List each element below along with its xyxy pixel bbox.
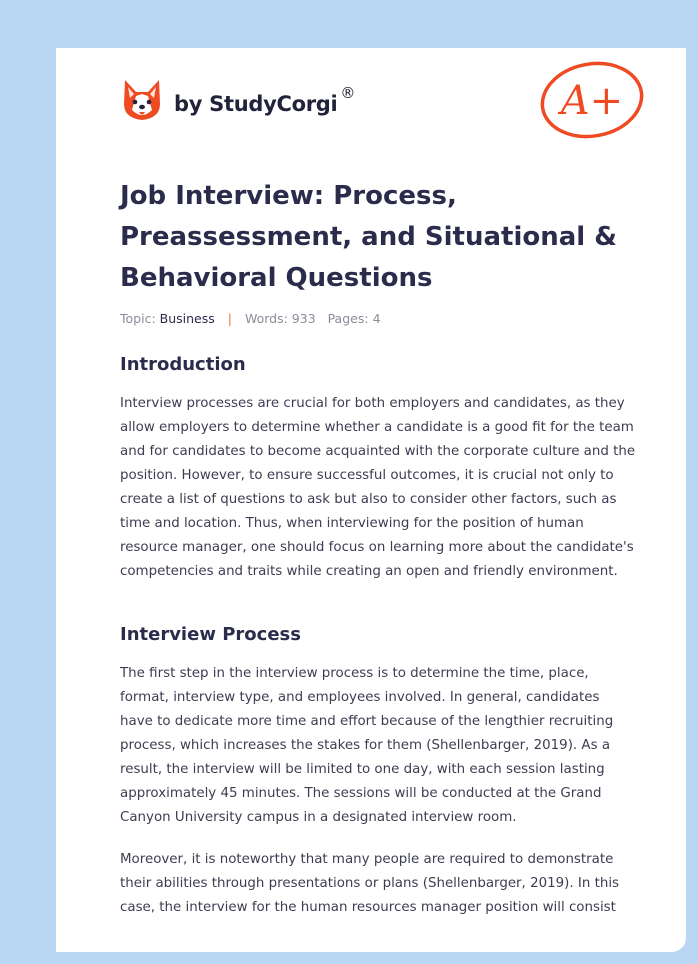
grade-stamp	[536, 58, 648, 142]
words-label: Words:	[244, 311, 288, 326]
topic-label: Topic:	[120, 311, 156, 326]
brand-name: by StudyCorgi ®	[174, 84, 356, 116]
registered-mark: ®	[340, 84, 356, 102]
paragraph: Interview processes are crucial for both employers and candidates, as they allow employers to determine whether a candidate is a good fit for the team and for candidates to become acquainted with the corporate culture and the position. However, to ensure successful outcomes, it is crucial not only to create a list of questions to ask but also to consider other factors, such as time and location. Thus, when interviewing for the position of human resource manager, one should focus on learning more about the candidate's competencies and traits while creating an open and friendly environment.	[120, 396, 636, 579]
topic-link[interactable]: Business	[159, 311, 215, 326]
pages-label: Pages:	[327, 311, 369, 326]
grade-stamp-text: A+	[560, 78, 624, 124]
document-meta	[120, 311, 381, 326]
document-title: Job Interview: Process, Preassessment, and Situational & Behavioral Questions	[120, 181, 617, 293]
meta-separator: |	[227, 311, 232, 326]
corgi-head-icon	[122, 78, 162, 122]
words-value: 933	[291, 311, 316, 326]
paragraph: Moreover, it is noteworthy that many people are required to demonstrate their abilities through presentations or plans (Shellenbarger, 2019). In this case, the interview for the human resources manager position will consist	[120, 852, 620, 915]
paragraph: The first step in the interview process is to determine the time, place, format, interview type, and employees involved. In general, candidates have to dedicate more time and effort because of the lengthier recruiting process, which increases the stakes for them (Shellenbarger, 2019). As a result, the interview will be limited to one day, with each session lasting approximately 45 minutes. The sessions will be conducted at the Grand Canyon University campus in a designated interview room.	[120, 666, 614, 825]
brand-header[interactable]	[122, 78, 355, 122]
section-heading-interview-process: Interview Process	[120, 624, 301, 645]
document-page	[56, 48, 686, 952]
pages-value: 4	[372, 311, 381, 326]
section-heading-introduction: Introduction	[120, 354, 246, 375]
